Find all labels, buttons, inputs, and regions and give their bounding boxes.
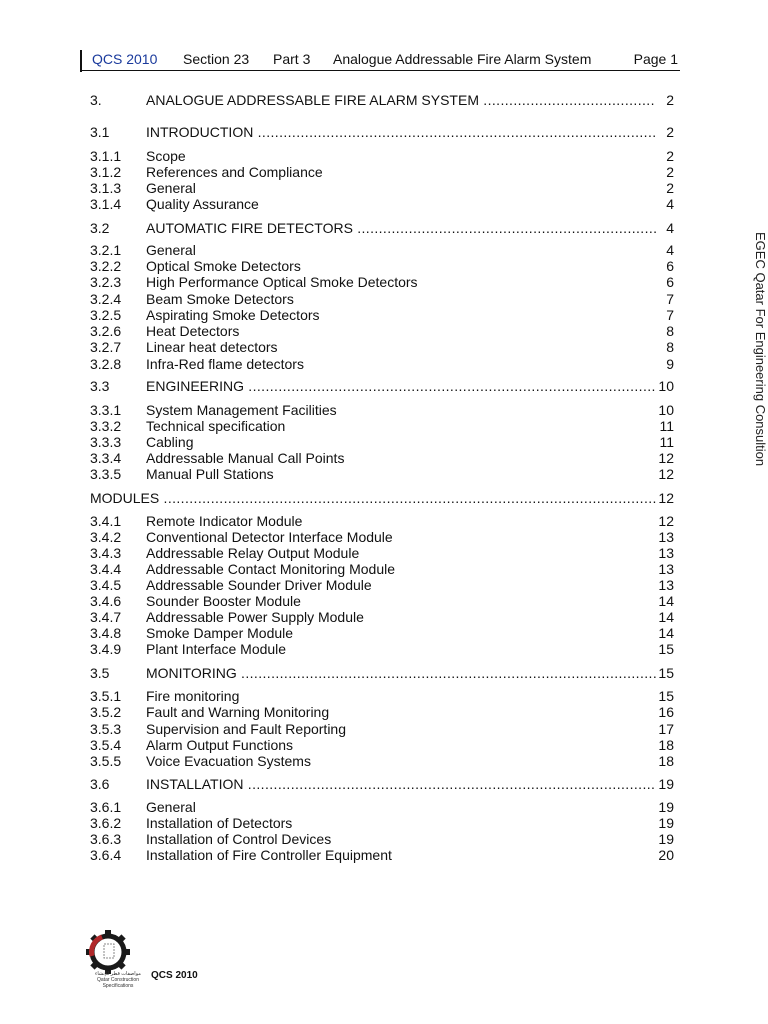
toc-page-number: 9 [666,356,674,372]
toc-label: Scope [146,148,186,164]
toc-label: Remote Indicator Module [146,513,303,529]
toc-page-number: 6 [666,274,674,290]
toc-row [90,799,674,816]
toc-label: References and Compliance [146,164,323,180]
toc-page-number: 2 [666,164,674,180]
toc-number: 3.3.5 [90,466,122,482]
toc-number: 3.5.4 [90,737,122,753]
side-watermark: EGEC Qatar For Engineering Consultion [753,232,768,467]
toc-label: Aspirating Smoke Detectors [146,307,320,323]
toc-page-number: 11 [659,434,674,450]
toc-label: High Performance Optical Smoke Detectors [146,274,418,290]
toc-row [90,356,674,373]
toc-row [90,466,674,483]
toc-page-number: 8 [666,339,674,355]
toc-number: 3.4.6 [90,593,122,609]
toc-number: 3.6.4 [90,847,122,863]
toc-page-number: 14 [658,625,674,641]
toc-number: 3.4.9 [90,641,122,657]
toc-label: System Management Facilities [146,402,337,418]
toc-number: 3.5.2 [90,704,122,720]
toc-label: Supervision and Fault Reporting [146,721,347,737]
toc-number: 3.2 [90,220,110,236]
toc-label: Optical Smoke Detectors [146,258,301,274]
toc-number: 3.4.8 [90,625,122,641]
toc-label: General [146,180,196,196]
toc-page-number: 10 [658,378,674,394]
toc-number: 3.4.2 [90,529,122,545]
toc-page-number: 19 [658,776,674,792]
toc-label: Infra-Red flame detectors [146,356,304,372]
toc-page-number: 2 [666,180,674,196]
toc-number: 3.4.3 [90,545,122,561]
toc-row [90,450,674,467]
toc-number: 3.6.2 [90,815,122,831]
toc-label: Addressable Manual Call Points [146,450,345,466]
toc-number: 3.3.3 [90,434,122,450]
toc-page-number: 13 [658,529,674,545]
toc-label: Addressable Relay Output Module [146,545,360,561]
toc-page-number: 7 [666,307,674,323]
toc-row [90,529,674,546]
toc-label: Addressable Power Supply Module [146,609,364,625]
toc-page-number: 20 [658,847,674,863]
toc-page-number: 18 [658,753,674,769]
header-title: Analogue Addressable Fire Alarm System [333,51,592,67]
toc-row [90,323,674,340]
toc-row [90,831,674,848]
toc-page-number: 8 [666,323,674,339]
toc-page-number: 14 [658,593,674,609]
toc-row [90,242,674,259]
toc-section-row [90,220,674,237]
toc-page-number: 4 [666,196,674,212]
toc-page-number: 12 [658,466,674,482]
toc-number: 3.1.1 [90,148,122,164]
toc-page-number: 19 [658,799,674,815]
toc-row [90,561,674,578]
toc-label: MONITORING ..... [146,665,656,682]
toc-number: 3.3 [90,378,110,394]
toc-number: 3.2.3 [90,274,122,290]
toc-row [90,625,674,642]
toc-label: ENGINEERING ..... [146,378,656,395]
toc-label: MODULES ..... [90,490,656,507]
toc-number: 3.2.4 [90,291,122,307]
toc-page-number: 14 [658,609,674,625]
toc-label: Plant Interface Module [146,641,287,657]
toc-number: 3.1 [90,124,110,140]
toc-row [90,753,674,770]
toc-row [90,434,674,451]
toc-page-number: 15 [658,665,674,681]
toc-number: 3.3.4 [90,450,122,466]
footer-arabic-text: مواصفات قطر للإنشاء [95,971,141,977]
toc-row [90,513,674,530]
toc-number: 3.2.8 [90,356,122,372]
toc-number: 3.6 [90,776,110,792]
toc-row [90,545,674,562]
toc-label: Alarm Output Functions [146,737,294,753]
toc-page-number: 2 [666,124,674,140]
toc-page-number: 16 [658,704,674,720]
toc-number: 3.3.2 [90,418,122,434]
toc-row [90,704,674,721]
toc-number: 3.5 [90,665,110,681]
toc-row [90,291,674,308]
toc-number: 3.6.3 [90,831,122,847]
toc-number: 3.3.1 [90,402,122,418]
toc-page-number: 7 [666,291,674,307]
toc-page-number: 15 [658,641,674,657]
toc-label: Installation of Control Devices [146,831,332,847]
toc-page-number: 2 [666,92,674,108]
toc-row [90,180,674,197]
toc-section-row [90,124,674,141]
toc-row [90,737,674,754]
toc-number: 3.5.1 [90,688,122,704]
toc-row [90,418,674,435]
toc-page-number: 17 [658,721,674,737]
toc-number: 3.5.5 [90,753,122,769]
footer-code: QCS 2010 [151,970,198,981]
toc-page-number: 12 [658,450,674,466]
toc-label: Sounder Booster Module [146,593,301,609]
toc-page-number: 18 [658,737,674,753]
toc-label: Quality Assurance [146,196,259,212]
toc-label: Fault and Warning Monitoring [146,704,330,720]
toc-page-number: 15 [658,688,674,704]
toc-label: Beam Smoke Detectors [146,291,294,307]
toc-label: Technical specification [146,418,286,434]
toc-label: General [146,242,196,258]
toc-section-row [90,665,674,682]
toc-row [90,307,674,324]
toc-label: Smoke Damper Module [146,625,294,641]
toc-row [90,196,674,213]
toc-number: 3.2.7 [90,339,122,355]
toc-page-number: 6 [666,258,674,274]
toc-page-number: 19 [658,815,674,831]
toc-number: 3.1.2 [90,164,122,180]
toc-number: 3.4.7 [90,609,122,625]
toc-number: 3.1.3 [90,180,122,196]
toc-number: 3.2.6 [90,323,122,339]
toc-row [90,339,674,356]
toc-label: Installation of Fire Controller Equipment [146,847,392,863]
toc-page-number: 19 [658,831,674,847]
toc-page-number: 13 [658,561,674,577]
toc-number: 3. [90,92,102,108]
toc-row [90,847,674,864]
toc-page-number: 12 [658,490,674,506]
toc-label: Cabling [146,434,194,450]
toc-row [90,641,674,658]
toc-row [90,148,674,165]
toc-label: Addressable Sounder Driver Module [146,577,372,593]
toc-row [90,402,674,419]
toc-row [90,593,674,610]
toc-row [90,609,674,626]
toc-label: AUTOMATIC FIRE DETECTORS ..... [146,220,656,237]
toc-section-row [90,490,674,507]
toc-label: Conventional Detector Interface Module [146,529,393,545]
header-code: QCS 2010 [92,51,158,67]
toc-page-number: 11 [659,418,674,434]
toc-page-number: 4 [666,242,674,258]
toc-row [90,577,674,594]
toc-label: Linear heat detectors [146,339,278,355]
toc-row [90,164,674,181]
toc-row [90,688,674,705]
toc-number: 3.6.1 [90,799,122,815]
toc-label: Installation of Detectors [146,815,293,831]
toc-page-number: 4 [666,220,674,236]
header-part: Part 3 [273,51,311,67]
toc-label: INSTALLATION ..... [146,776,656,793]
toc-row [90,721,674,738]
toc-label: Heat Detectors [146,323,240,339]
toc-section-row [90,92,674,109]
toc-label: Addressable Contact Monitoring Module [146,561,396,577]
toc-number: 3.5.3 [90,721,122,737]
toc-page-number: 10 [658,402,674,418]
toc-row [90,258,674,275]
toc-label: Voice Evacuation Systems [146,753,311,769]
toc-page-number: 13 [658,577,674,593]
toc-page-number: 2 [666,148,674,164]
toc-number: 3.4.5 [90,577,122,593]
toc-label: General [146,799,196,815]
toc-row [90,815,674,832]
toc-number: 3.2.5 [90,307,122,323]
footer-logo-caption [88,971,148,989]
toc-page-number: 13 [658,545,674,561]
toc-number: 3.2.1 [90,242,122,258]
toc-section-row [90,776,674,793]
toc-label: INTRODUCTION ..... [146,124,656,141]
header-page-number: Page 1 [633,51,678,67]
toc-number: 3.4.4 [90,561,122,577]
toc-row [90,274,674,291]
toc-label: ANALOGUE ADDRESSABLE FIRE ALARM SYSTEM ..... [146,92,656,109]
toc-number: 3.4.1 [90,513,122,529]
toc-number: 3.1.4 [90,196,122,212]
toc-number: 3.2.2 [90,258,122,274]
toc-section-row [90,378,674,395]
toc-page-number: 12 [658,513,674,529]
toc-label: Fire monitoring [146,688,240,704]
header-section: Section 23 [183,51,250,67]
toc-label: Manual Pull Stations [146,466,274,482]
footer-english-text: Qatar Construction Specifications [97,977,139,989]
